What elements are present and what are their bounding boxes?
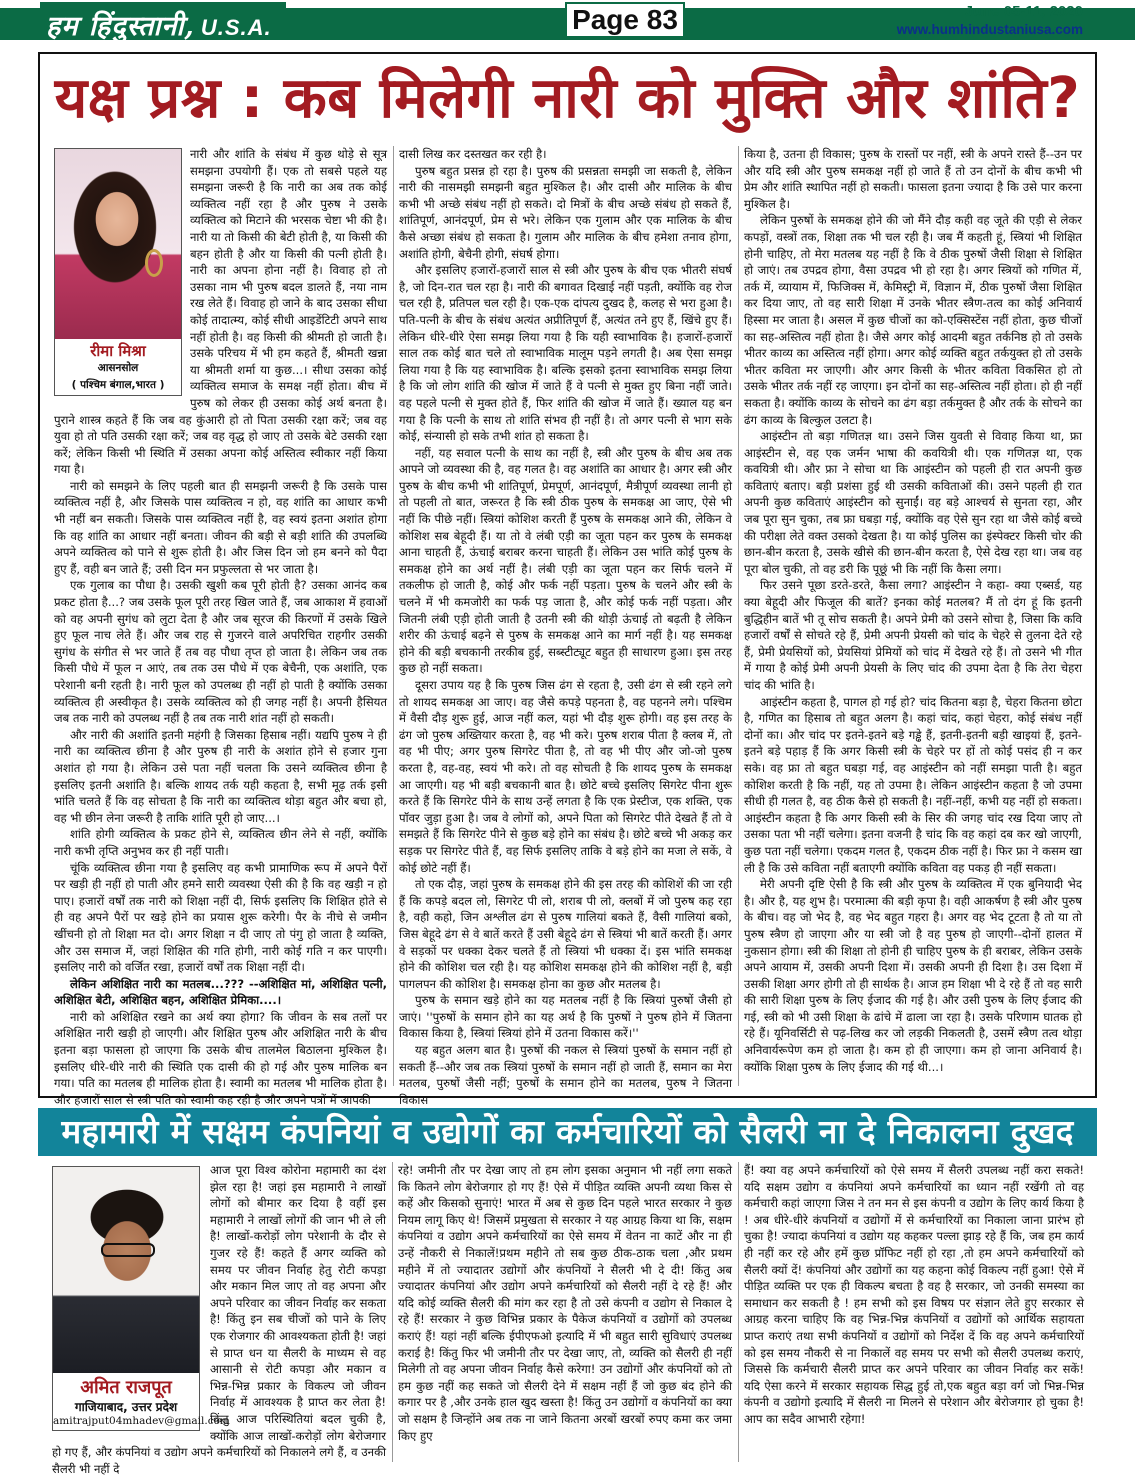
publication-name: [40, 2, 286, 40]
paragraph: दूसरा उपाय यह है कि पुरुष जिस ढंग से रहता है, उसी ढंग से स्त्री रहने लगे तो शायद समकक्ष आ जाए। वह जैसे कपड़े पहनता है, वह पहनने लगे। पश्चिम में वैसी दौड़ शुरू हुई, आज नहीं कल, यहां भी दौड़ शुरू होगी। वह इस तरह के ढंग जो पुरुष अख्तियार करता है, वह भी करे। पुरुष शराब पीता है क्लब में, तो वह भी पीए; अगर पुरुष सिगरेट पीता है, तो वह भी पीए और जो-जो पुरुष करता है, वह-वह, स्वयं भी करे। तो वह सोचती है कि शायद पुरुष के समकक्ष आ जाएगी। यह भी बड़ी बचकानी बात है। छोटे बच्चे इसलिए सिगरेट पीना शुरू करते हैं कि सिगरेट पीने के साथ उन्हें लगता है कि एक प्रेस्टीज, एक शक्ति, एक पॉवर जुड़ा हुआ है। जब वे लोगों को, अपने पिता को सिगरेट पीते देखते हैं तो वे समझते हैं कि सिगरेट पीने से कुछ बड़े होने का संबंध है। छोटे बच्चे भी अकड़ कर सड़क पर सिगरेट पीते हैं, वह सिर्फ इसलिए ताकि वे बड़े होने का मजा ले सकें, वे कोई छोटे नहीं हैं।: [399, 678, 732, 875]
paragraph: आज पूरा विश्व कोरोना महामारी का दंश झेल रहा है! जहां इस महामारी ने लाखों लोगों को बीमार कर दिया है वहीं इस महामारी ने लाखों लोगों की जान भी ले ली है! लाखों-करोड़ों लोग परेशानी के दौर से गुजर रहे हैं! कहते हैं अगर व्यक्ति को समय पर जीवन निर्वाह हेतु रोटी कपड़ा और मकान मिल जाए तो वह अपना और अपने परिवार का जीवन निर्वाह कर सकता है! किंतु इन सब चीजों को पाने के लिए एक रोजगार की आवश्यकता होती है! जहां से प्राप्त धन या सैलरी के माध्यम से वह आसानी से रोटी कपड़ा और मकान व भिन्न-भिन्न प्रकार के विकल्प जो जीवन निर्वाह में आवश्यक है प्राप्त कर लेता है! किंतु आज परिस्थितियां बदल चुकी है, क्योंकि आज लाखों-करोड़ों लोग बेरोजगार हो गए हैं, और कंपनियां व उद्योग अपने कर्मचारियों को निकालने लगे हैं, व उनकी सैलरी भी नहीं दे: [52, 1163, 386, 1476]
paragraph: नारी को अशिक्षित रखने का अर्थ क्या होगा? कि जीवन के सब तलों पर अशिक्षित नारी खड़ी हो जाएगी। और शिक्षित पुरुष और अशिक्षित नारी के बीच इतना बड़ा फासला हो जाएगा कि उसके बीच तालमेल बिठालना मुश्किल है। इसलिए धीरे-धीरे नारी की स्थिति एक दासी की हो गई और पुरुष मालिक बन गया। पति का मतलब ही मालिक होता है। स्वामी का मतलब भी मालिक होता है। और हजारों साल से स्त्री पति को स्वामी कह रही है और अपने पत्रों में आपकी: [54, 1009, 387, 1107]
author-photo: [53, 1167, 199, 1373]
paragraph: हैं! क्या वह अपने कर्मचारियों को ऐसे समय में सैलरी उपलब्ध नहीं करा सकते! यदि सक्षम उद्योग व कंपनियां अपने कर्मचारियों का ध्यान नहीं रखेंगी तो वह कर्मचारी कहां जाएगा जिस ने तन मन से इस कंपनी व उद्योग के लिए कार्य किया है ! अब धीरे-धीरे कंपनियों व उद्योगों में से कर्मचारियों का निकाला जाना प्रारंभ हो चुका है! ज्यादा कंपनियां व उद्योग यह कहकर पल्ला झाड़ रहे हैं कि, जब हम कार्य ही नहीं कर रहे और हमें कुछ प्रॉफिट नहीं हो रहा ,तो हम अपने कर्मचारियों को सैलरी क्यों दें! कंपनियां और उद्योगों का यह कहना कोई विकल्प नहीं हुआ! ऐसे में पीड़ित व्यक्ति पर एक ही विकल्प बचता है वह है सरकार, जो उनकी समस्या का समाधान कर सकती है ! हम सभी को इस विषय पर संज्ञान लेते हुए सरकार से आग्रह करना चाहिए कि वह भिन्न-भिन्न कंपनियों व उद्योगों को आर्थिक सहायता प्राप्त कराएं तथा सभी कंपनियों व उद्योगों को निर्देश दें कि वह अपने कर्मचारियों को इस समय नौकरी से ना निकालें वह समय पर सभी को सैलरी उपलब्ध कराएं, जिससे कि कर्मचारी सैलरी प्राप्त कर अपने परिवार का जीवन निर्वाह कर सकें! यदि ऐसा करने में सरकार सहायक सिद्ध हुई तो,एक बहुत बड़ा वर्ग जो भिन्न-भिन्न कंपनी व उद्योगो इत्यादि में सैलरी ना मिलने से परेशान और बेरोजगार हो चुका है! आप का सदैव आभारी रहेगा!: [744, 1163, 1084, 1426]
author-region: ( पश्चिम बंगाल,भारत ): [71, 379, 165, 391]
article-main: [38, 52, 1097, 1107]
paragraph: दासी लिख कर दस्तखत कर रही है।: [399, 147, 547, 161]
paragraph: रहे! जमीनी तौर पर देखा जाए तो हम लोग इसका अनुमान भी नहीं लगा सकते कि कितने लोग बेरोजगार हो गए हैं! ऐसे में पीड़ित व्यक्ति अपनी व्यथा किस से कहें और किसको सुनाएं! भारत में अब से कुछ दिन पहले भारत सरकार ने कुछ नियम लागू किए थे! जिसमें प्रमुखता से सरकार ने यह आग्रह किया था कि, सक्षम कंपनियां व उद्योग अपने कर्मचारियों का ऐसे समय में वेतन ना काटें और ना ही उन्हें नौकरी से निकालें!प्रथम महीने तो सब कुछ ठीक-ठाक चला ,और प्रथम महीने में तो ज्यादातर उद्योगों और कंपनियों ने सैलरी भी दे दी! किंतु अब ज्यादातर कंपनियां और उद्योग अपने कर्मचारियों को सैलरी नहीं दे रहे हैं! और यदि कोई व्यक्ति सैलरी की मांग कर रहा है तो उसे कंपनी व उद्योग से निकाल दे रहे हैं! सरकार ने कुछ विभिन्न प्रकार के पैकेज कंपनियों व उद्योगों को उपलब्ध कराएं हैं! यहां नहीं बल्कि ईपीएफओ इत्यादि में भी बहुत सारी सुविधाएं उपलब्ध कराई है! किंतु फिर भी जमीनी तौर पर देखा जाए, तो, व्यक्ति को सैलरी ही नहीं मिलेगी तो वह अपना जीवन निर्वाह कैसे करेगा! उन उद्योगों और कंपनियों को तो हम कुछ नहीं कह सकते जो सैलरी देने में सक्षम नहीं हैं जो कुछ बंद होने की कगार पर है ,और उनके हाल खुद खस्ता है! किंतु उन उद्योगों व कंपनियों का क्या जो सक्षम है जिन्होंने अब तक ना जाने कितना अरबों खरबों रुपए कमा कर जमा किए हुए: [398, 1163, 732, 1443]
paragraph: किया है, उतना ही विकास; पुरुष के रास्तों पर नहीं, स्त्री के अपने रास्ते हैं--उन पर और यदि स्त्री और पुरुष समकक्ष नहीं हो जाते हैं तो उन दोनों के बीच कभी भी प्रेम और शांति स्थापित नहीं हो सकती। फासला इतना ज्यादा है कि उसे पार करना मुश्किल है।: [744, 147, 1082, 211]
publication-title: हम हिंदुस्तानी,: [46, 11, 195, 42]
paragraph: पुरुष के समान खड़े होने का यह मतलब नहीं है कि स्त्रियां पुरुषों जैसी हो जाएं। ''पुरुषों के समान होने का यह अर्थ है कि पुरुषों ने पुरुष होने में जितना विकास किया है, स्त्रियां स्त्रियां होने में उतना विकास करें।'': [399, 993, 732, 1041]
article-main-column-1: [54, 146, 387, 1107]
author-photo: [55, 149, 181, 339]
article-second-column-1: [52, 1162, 386, 1476]
author-box: [54, 148, 182, 396]
paragraph-bold-lead: लेकिन अशिक्षित नारी का मतलब...??? --अशिक्षित मां, अशिक्षित पत्नी, अशिक्षित बेटी, अशिक्षित बहन, अशिक्षित प्रेमिका....।: [54, 976, 387, 1008]
author-place: गाजियाबाद, उत्तर प्रदेश: [74, 1400, 178, 1414]
article-second-column-3: [744, 1162, 1084, 1462]
paragraph: एक गुलाब का पौधा है। उसकी खुशी कब पूरी होती है? उसका आनंद कब प्रकट होता है...? जब उसके फूल पूरी तरह खिल जाते हैं, जब आकाश में हवाओं को वह अपनी सुगंध को लुटा देता है और जब सूरज की किरणों में उसके खिले हुए फूल नाच लेते हैं। और जब राह से गुजरने वाले अपरिचित राहगीर उसकी सुगंध के संगीत से भर जाते हैं तब वह पौधा तृप्त हो जाता है। लेकिन जब तक किसी पौधे में फूल न आएं, तब तक उस पौधे में एक बेचैनी, एक अशांति, एक परेशानी बनी रहती है। नारी फूल को उपलब्ध ही नहीं हो पाती है क्योंकि उसका व्यक्तित्व ही अस्वीकृत है। उसके व्यक्तित्व को ही जगह नहीं है। अपनी हैसियत जब तक नारी को उपलब्ध नहीं है तब तक नारी शांत नहीं हो सकती।: [54, 578, 387, 726]
author-email[interactable]: amitrajput04mhadev@gmail.com: [53, 1415, 230, 1427]
article-main-headline: यक्ष प्रश्न : कब मिलेगी नारी को मुक्ति और शांति?: [54, 66, 1081, 131]
paragraph: और नारी की अशांति इतनी महंगी है जिसका हिसाब नहीं। यद्यपि पुरुष ने ही नारी का व्यक्तित्व छीना है और पुरुष ही नारी के अशांत होने से हजार गुना अशांत हो गया है। लेकिन उसे पता नहीं चलता कि उसने व्यक्तित्व छीना है इसलिए इतनी अशांति है। बल्कि शायद तर्क यही कहता है, सभी मूढ़ तर्क इसी भांति चलते हैं कि वह सोचता है कि नारी का व्यक्तित्व थोड़ा बहुत और बचा हो, वह भी छीन लेना जरूरी है ताकि शांति पूरी हो जाए...।: [54, 727, 387, 825]
paragraph: यह बहुत अलग बात है। पुरुषों की नकल से स्त्रियां पुरुषों के समान नहीं हो सकती हैं--और जब तक स्त्रियां पुरुषों के समान नहीं हो जाती हैं, समान का मेरा मतलब, पुरुषों जैसी नहीं; पुरुषों के समान होने का मतलब, पुरुष ने जितना विकास: [399, 1043, 732, 1107]
article-main-column-2: [399, 146, 732, 1107]
article-second-body: [52, 1162, 1084, 1476]
paragraph: नारी को समझने के लिए पहली बात ही समझनी जरूरी है कि उसके पास व्यक्तित्व नहीं है, और जिसके पास व्यक्तित्व न हो, वह शांति का आधार कभी भी नहीं बन सकती। जिसके पास व्यक्तित्व नहीं है, वह स्वयं इतना अशांत होगा कि वह शांति का आधार नहीं बनता। जीवन की बड़ी से बड़ी शांति की उपलब्धि अपने व्यक्तित्व को पाने से शुरू होती है। और जिस दिन जो हम बनने को पैदा हुए हैं, वही बन जाते हैं; उसी दिन मन प्रफुल्लता से भर जाता है।: [54, 478, 387, 576]
paragraph: मेरी अपनी दृष्टि ऐसी है कि स्त्री और पुरुष के व्यक्तित्व में एक बुनियादी भेद है। और है, यह शुभ है। परमात्मा की बड़ी कृपा है। वही आकर्षण है स्त्री और पुरुष के बीच। वह जो भेद है, वह भेद बहुत गहरा है। अगर वह भेद टूटता है तो या तो पुरुष स्त्रैण हो जाएगा और या स्त्री जो है वह पुरुष हो जाएगी--दोनों हालत में नुकसान होगा। स्त्री की शिक्षा तो होनी ही चाहिए पुरुष के ही बराबर, लेकिन उसके अपने आयाम में, उसकी अपनी दिशा में। उसकी अपनी ही दिशा है। उस दिशा में उसकी शिक्षा अगर होगी तो ही सार्थक है। आज हम शिक्षा भी दे रहे हैं तो वह सारी की सारी शिक्षा पुरुष के लिए ईजाद की गई है। और उसी पुरुष के लिए ईजाद की गई, स्त्री को भी उसी शिक्षा के ढांचे में ढाला जा रहा है। उसके परिणाम घातक हो रहे हैं। यूनिवर्सिटी से पढ़-लिख कर जो लड़की निकलती है, उसमें स्त्रैण तत्व थोड़ा अनिवार्यरूपेण कम हो जाता है। कम हो ही जाएगा। कम हो जाना अनिवार्य है। क्योंकि शिक्षा पुरुष के लिए ईजाद की गई थी...।: [744, 877, 1082, 1074]
paragraph: लेकिन पुरुषों के समकक्ष होने की जो मैंने दौड़ कही वह जूते की एड़ी से लेकर कपड़ों, वस्त्रों तक, शिक्षा तक भी चल रही है। जब मैं कहती हूं, स्त्रियां भी शिक्षित होनी चाहिए, तो मेरा मतलब यह नहीं है कि वे ठीक पुरुषों जैसी शिक्षा से शिक्षित हो जाएं। तब उपद्रव होगा, वैसा उपद्रव भी हो रहा है। अगर स्त्रियों को गणित में, तर्क में, व्यायाम में, फिजिक्स में, केमिस्ट्री में, विज्ञान में, ठीक पुरुषों जैसा शिक्षित कर दिया जाए, तो वह सारी शिक्षा में उनके भीतर स्त्रैण-तत्व का कोई अनिवार्य हिस्सा मर जाता है। असल में कुछ चीजों का को-एक्सिस्टेंस नहीं होता, कुछ चीजों का सह-अस्तित्व नहीं होता है। जैसे अगर कोई आदमी बहुत तर्कनिष्ठ हो तो उसके भीतर काव्य का अस्तित्व नहीं होगा। अगर कोई व्यक्ति बहुत तर्कयुक्त हो तो उसके भीतर कविता मर जाएगी। और अगर किसी के भीतर कविता विकसित हो तो उसके भीतर तर्क नहीं रह जाएगा। इन दोनों का सह-अस्तित्व नहीं होता। हो ही नहीं सकता है। क्योंकि काव्य के सोचने का ढंग बड़ा तर्कमुक्त है और तर्क के सोचने का ढंग काव्य के बिल्कुल उलटा है।: [744, 213, 1082, 427]
edition-label: U.S.A.: [200, 15, 272, 40]
paragraph: फिर उसने पूछा डरते-डरते, कैसा लगा? आइंस्टीन ने कहा- क्या एब्सर्ड, यह क्या बेहूदी और फिजूल की बातें? इनका कोई मतलब? मैं तो दंग हूं कि इतनी बुद्धिहीन बातें भी तू सोच सकती है। अपने प्रेमी को उसने सोचा है, जिसा कि कवि हजारों वर्षों से सोचते रहे हैं, प्रेमी अपनी प्रेयसी को चांद के चेहरे से तुलना देते रहे हैं, प्रेमी प्रेयसियों को, प्रेयसियां प्रेमियों को चांद में देखते रहे हैं। तो उसने भी गीत में गाया है कोई प्रेमी अपनी प्रेयसी के लिए चांद की उपमा देता है कि तेरा चेहरा चांद की भांति है।: [744, 578, 1082, 692]
paragraph: नारी और शांति के संबंध में कुछ थोड़े से सूत्र समझना उपयोगी हैं। एक तो सबसे पहले यह समझना जरूरी है कि नारी का अब तक कोई व्यक्तित्व नहीं रहा है और पुरुष ने उसके व्यक्तित्व को मिटाने की भरसक चेष्टा भी की है। नारी या तो किसी की बेटी होती है, या किसी की बहन होती है और या किसी की पत्नी होती है। नारी का अपना होना नहीं है। विवाह हो तो उसका नाम भी पुरुष बदल डालते हैं, नया नाम रख लेते हैं। विवाह हो जाने के बाद उसका सीधा कोई तादात्म्य, कोई सीधी आइडेंटिटी अपने साथ नहीं होती है। वह किसी की श्रीमती हो जाती है। उसके परिचय में भी हम कहते हैं, श्रीमती खन्ना या श्रीमती शर्मा या कुछ...। सीधा उसका कोई व्यक्तित्व समाज के समक्ष नहीं होता। बीच में पुरुष को लेकर ही उसका कोई अर्थ बनता है। पुराने शास्त्र कहते हैं कि जब वह कुंआरी हो तो पिता उसकी रक्षा करें; जब वह युवा हो तो पति उसकी रक्षा करें; जब वह वृद्ध हो जाए तो उसके बेटे उसकी रक्षा करें; लेकिन किसी भी स्थिति में उसका अपना कोई अस्तित्व स्वीकार नहीं किया गया है।: [54, 147, 387, 477]
paragraph: चूंकि व्यक्तित्व छीना गया है इसलिए वह कभी प्रामाणिक रूप में अपने पैरों पर खड़ी ही नहीं हो पाती और हमने सारी व्यवस्था ऐसी की है कि वह खड़ी न हो पाए। हजारों वर्षों तक नारी को शिक्षा नहीं दी, सिर्फ इसलिए कि शिक्षित होते से ही वह अपने पैरों पर खड़े होने का प्रयास शुरू करेगी। पैर के नीचे से जमीन खींचनी हो तो शिक्षा मत दो। अगर शिक्षा न दी जाए तो पंगु हो जाता है व्यक्ति, और उस समाज में, जहां शिक्षित की गति होगी, नारी कोई गति न कर पाएगी। इसलिए नारी को वर्जित रखा, हजारों वर्षों तक शिक्षा नहीं दी।: [54, 860, 387, 975]
author-box: [52, 1166, 230, 1431]
website-link[interactable]: www.humhindustaniusa.com: [896, 22, 1083, 37]
earring-shape: [145, 249, 163, 277]
paragraph: तो एक दौड़, जहां पुरुष के समकक्ष होने की इस तरह की कोशिशें की जा रही हैं कि कपड़े बदल लो, सिगरेट पी लो, शराब पी लो, क्लबों में जो पुरुष कह रहा है, वही कहो, जिन अश्लील ढंग से पुरुष गालियां बकते हैं, वैसी गालियां बको, जिस बेहूदे ढंग से वे बातें करते हैं उसी बेहूदे ढंग से स्त्रियां भी बातें करती हैं। अगर वे सड़कों पर धक्का देकर चलते हैं तो स्त्रियां भी धक्का दें। इस भांति समकक्ष होने की कोशिश चल रही है। यह कोशिश समकक्ष होने की कोशिश नहीं है, बड़ी पागलपन की कोशिश है। समकक्ष होना का कुछ और मतलब है।: [399, 877, 732, 991]
article-main-body: [54, 146, 1082, 1107]
author-name: अमित राजपूत: [80, 1377, 172, 1398]
article-main-column-3: [744, 146, 1082, 1086]
paragraph: शांति होगी व्यक्तित्व के प्रकट होने से, व्यक्तित्व छीन लेने से नहीं, क्योंकि नारी कभी तृप्ति अनुभव कर ही नहीं पाती।: [54, 827, 387, 858]
paragraph: पुरुष बहुत प्रसन्न हो रहा है। पुरुष की प्रसन्नता समझी जा सकती है, लेकिन नारी की नासमझी समझनी बहुत मुश्किल है। और दासी और मालिक के बीच कभी भी अच्छे संबंध नहीं हो सकते। दो मित्रों के बीच अच्छे संबंध हो सकते हैं, शांतिपूर्ण, आनंदपूर्ण, प्रेम से भरे। लेकिन एक गुलाम और एक मालिक के बीच कैसे अच्छा संबंध हो सकता है। गुलाम और मालिक के बीच हमेशा तनाव होगा, अशांति होगी, बेचैनी होगी, संघर्ष होगा।: [399, 163, 732, 261]
page-number: Page 83: [565, 2, 685, 38]
article-second-column-2: [398, 1162, 732, 1462]
column-divider: [393, 146, 394, 1086]
paragraph: नहीं, यह सवाल पत्नी के साथ का नहीं है, स्त्री और पुरुष के बीच अब तक आपने जो व्यवस्था की है, वह गलत है। वह अशांति का आधार है। अगर स्त्री और पुरुष के बीच कभी भी शांतिपूर्ण, प्रेमपूर्ण, आनंदपूर्ण, मैत्रीपूर्ण व्यवस्था लानी हो तो पहली तो बात, जरूरत है कि स्त्री ठीक पुरुष के समकक्ष आ जाए, ऐसे भी नहीं कि पीछे नहीं। स्त्रियां कोशिश करती हैं पुरुष के समकक्ष आने की, लेकिन वे कोशिश सब बेहूदी हैं। या तो वे लंबी एड़ी का जूता पहन कर पुरुष के समकक्ष आना चाहती हैं, ऊंचाई बराबर करना चाहती हैं। लेकिन उस भांति कोई पुरुष के समकक्ष होने का अर्थ नहीं है। लंबी एड़ी का जूता पहन कर सिर्फ चलने में तकलीफ हो जाती है, कोई और फर्क नहीं पड़ता। पुरुष के चलने और स्त्री के चलने में भी कमजोरी का फर्क पड़ जाता है, और कोई फर्क नहीं पड़ता। और जितनी लंबी एड़ी होती जाती है उतनी स्त्री की थोड़ी ऊंचाई तो बढ़ती है लेकिन शरीर की ऊंचाई बढ़ने से पुरुष के समकक्ष आने का मार्ग नहीं है। यह समकक्ष होने की बड़ी बचकानी तरकीब हुई, सब्स्टीट्यूट बहुत ही साधारण हुआ। इस तरह कुछ हो नहीं सकता।: [399, 445, 732, 676]
masthead: [0, 0, 1135, 48]
column-divider: [392, 1162, 393, 1462]
article-second-banner: [38, 1108, 1097, 1156]
paragraph: आइंस्टीन तो बड़ा गणितज्ञ था। उसने जिस युवती से विवाह किया था, फ्रा आइंस्टीन से, वह एक जर्मन भाषा की कवयित्री थी। एक गणितज्ञ था, एक कवयित्री थी। और फ्रा ने सोचा था कि आइंस्टीन को पहली ही रात अपनी कुछ कविताएं बताए। बड़ी प्रशंसा हुई थी उसकी कविताओं की। उसने पहली ही रात अपनी कुछ कविताएं आइंस्टीन को सुनाईं। वह बड़े आश्चर्य से सुनता रहा, और जब पूरा सुन चुका, तब फ्रा घबड़ा गई, क्योंकि वह ऐसे सुन रहा था जैसे कोई बच्चे की परीक्षा लेते वक्त उसको देखता है। या कोई पुलिस का इंस्पेक्टर किसी चोर की छान-बीन करता है, उसके खीसे की छान-बीन करता है, ऐसे देख रहा था। जब वह पूरा बोल चुकी, तो वह डरी कि पूछूं भी कि नहीं कि कैसा लगा।: [744, 429, 1082, 576]
article-second-headline: महामारी में सक्षम कंपनियां व उद्योगों का कर्मचारियों को सैलरी ना दे निकालना दुखद: [61, 1112, 1074, 1151]
issue-date: June 05-11, 2020: [964, 3, 1083, 20]
author-name: रीमा मिश्रा: [90, 342, 146, 360]
paragraph: आइंस्टीन कहता है, पागल हो गई हो? चांद कितना बड़ा है, चेहरा कितना छोटा है, गणित का हिसाब तो बहुत अलग है। कहां चांद, कहां चेहरा, कोई संबंध नहीं दोनों का। और चांद पर इतने-इतने बड़े गड्ढे हैं, इतनी-इतनी बड़ी खाइयां हैं, इतने-इतने बड़े पहाड़ हैं कि अगर किसी स्त्री के चेहरे पर हों तो कोई पसंद ही न कर सके। वह फ्रा तो बहुत घबड़ा गई, वह आइंस्टीन को नहीं समझा पाती है। बहुत कोशिश करती है कि नहीं, यह तो उपमा है। लेकिन आइंस्टीन कहता है जो उपमा सीधी ही गलत है, वह ठीक कैसे हो सकती है। नहीं-नहीं, कभी यह नहीं हो सकता। आइंस्टीन कहता है कि अगर किसी स्त्री के सिर की जगह चांद रख दिया जाए तो उसका पता भी नहीं चलेगा। इतना वजनी है चांद कि वह कहां दब कर खो जाएगी, कुछ पता नहीं चलेगा। एकदम गलत है, एकदम ठीक नहीं है। फिर फ्रा ने कसम खा ली है कि उसे कविता नहीं बताएगी क्योंकि कविता वह पकड़ ही नहीं सकता।: [744, 694, 1082, 875]
column-divider: [738, 146, 739, 1086]
column-divider: [738, 1162, 739, 1462]
glasses-shape: [101, 1243, 155, 1257]
author-city: आसनसोल: [97, 362, 139, 374]
paragraph: और इसलिए हजारों-हजारों साल से स्त्री और पुरुष के बीच एक भीतरी संघर्ष है, जो दिन-रात चल रहा है। नारी की बगावत दिखाई नहीं पड़ती, क्योंकि वह रोज चल रही है, प्रतिपल चल रही है। एक-एक दांपत्य दुखद है, कलह से भरा हुआ है। पति-पत्नी के बीच के संबंध अत्यंत अप्रीतिपूर्ण हैं, अत्यंत तने हुए हैं, खिंचे हुए हैं। लेकिन धीरे-धीरे ऐसा समझ लिया गया है कि यही स्वाभाविक है। हजारों-हजारों साल तक कोई बात चले तो स्वाभाविक मालूम पड़ने लगती है। अब ऐसा समझ लिया गया है कि यह स्वाभाविक है। बल्कि इसको इतना स्वाभाविक समझ लिया है कि जो लोग शांति की खोज में जाते हैं वे पत्नी से मुक्त हुए बिना नहीं जाते। वह पहले पत्नी से मुक्त होते हैं, फिर शांति की खोज में जाते हैं। ख्याल यह बन गया है कि पत्नी के साथ तो शांति संभव ही नहीं है। तो अगर पत्नी से भाग सके कोई, संन्यासी हो सके तभी शांत हो सकता है।: [399, 263, 732, 444]
